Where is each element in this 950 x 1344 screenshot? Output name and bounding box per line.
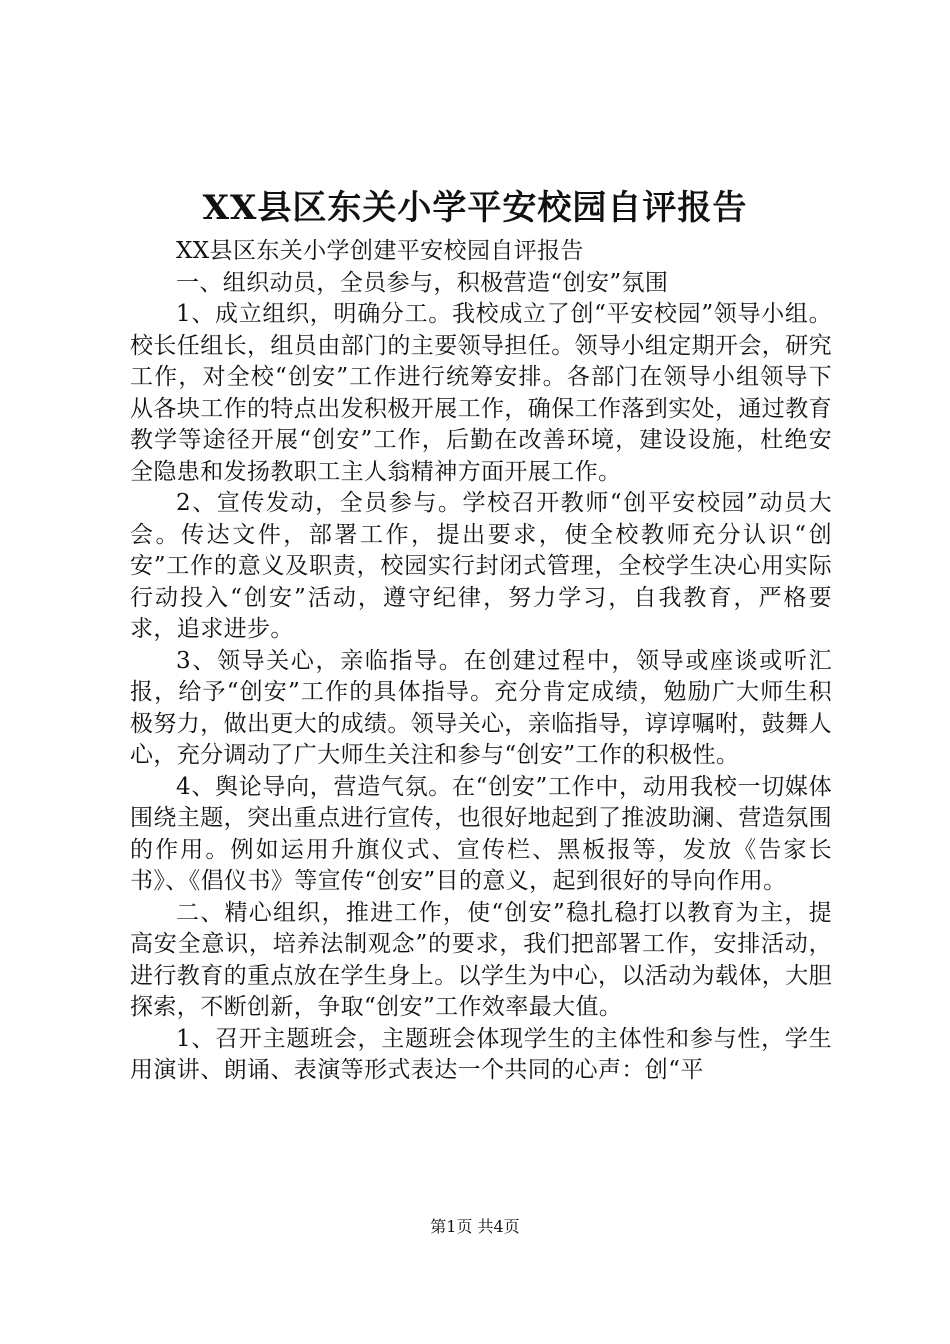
section-heading-2: 二、精心组织，推进工作，使“创安”稳扎稳打以教育为主，提高安全意识，培养法制观念”的要求，我们把部署工作，安排活动，进行教育的重点放在学生身上。以学生为中心，以活动为载体，大胆探索，不断创新，争取“创安”工作效率最大值。 (130, 899, 832, 1020)
body-paragraph-2: 2、宣传发动，全员参与。学校召开教师“创平安校园”动员大会。传达文件，部署工作，提出要求，使全校教师充分认识“创安”工作的意义及职责，校园实行封闭式管理，全校学生决心用实际行动投入“创安”活动，遵守纪律，努力学习，自我教育，严格要求，追求进步。 (130, 490, 832, 642)
document-title: XX县区东关小学平安校园自评报告 (202, 188, 748, 228)
section-heading-1: 一、组织动员，全员参与，积极营造“创安”氛围 (176, 269, 669, 296)
body-paragraph-3: 3、领导关心，亲临指导。在创建过程中，领导或座谈或听汇报，给予“创安”工作的具体指导。充分肯定成绩，勉励广大师生积极努力，做出更大的成绩。领导关心，亲临指导，谆谆嘱咐，鼓舞人心，充分调动了广大师生关注和参与“创安”工作的积极性。 (130, 647, 832, 768)
subtitle-paragraph: XX县区东关小学创建平安校园自评报告 (176, 238, 584, 264)
body-paragraph-4: 4、舆论导向，营造气氛。在“创安”工作中，动用我校一切媒体围绕主题，突出重点进行宣传，也很好地起到了推波助澜、营造氛围的作用。例如运用升旗仪式、宣传栏、黑板报等，发放《告家长书》、《倡仪书》等宣传“创安”目的意义，起到很好的导向作用。 (130, 773, 832, 894)
page-number-footer: 第1页 共4页 (430, 1217, 520, 1236)
document-body (130, 236, 832, 1087)
body-paragraph-1: 1、成立组织，明确分工。我校成立了创“平安校园”领导小组。校长任组长，组员由部门的主要领导担任。领导小组定期开会，研究工作，对全校“创安”工作进行统筹安排。各部门在领导小组领导下从各块工作的特点出发积极开展工作，确保工作落到实处，通过教育教学等途径开展“创安”工作，后勤在改善环境，建设设施，杜绝安全隐患和发扬教职工主人翁精神方面开展工作。 (130, 301, 832, 485)
body-paragraph-5: 1、召开主题班会，主题班会体现学生的主体性和参与性，学生用演讲、朗诵、表演等形式表达一个共同的心声：创“平 (130, 1025, 832, 1083)
